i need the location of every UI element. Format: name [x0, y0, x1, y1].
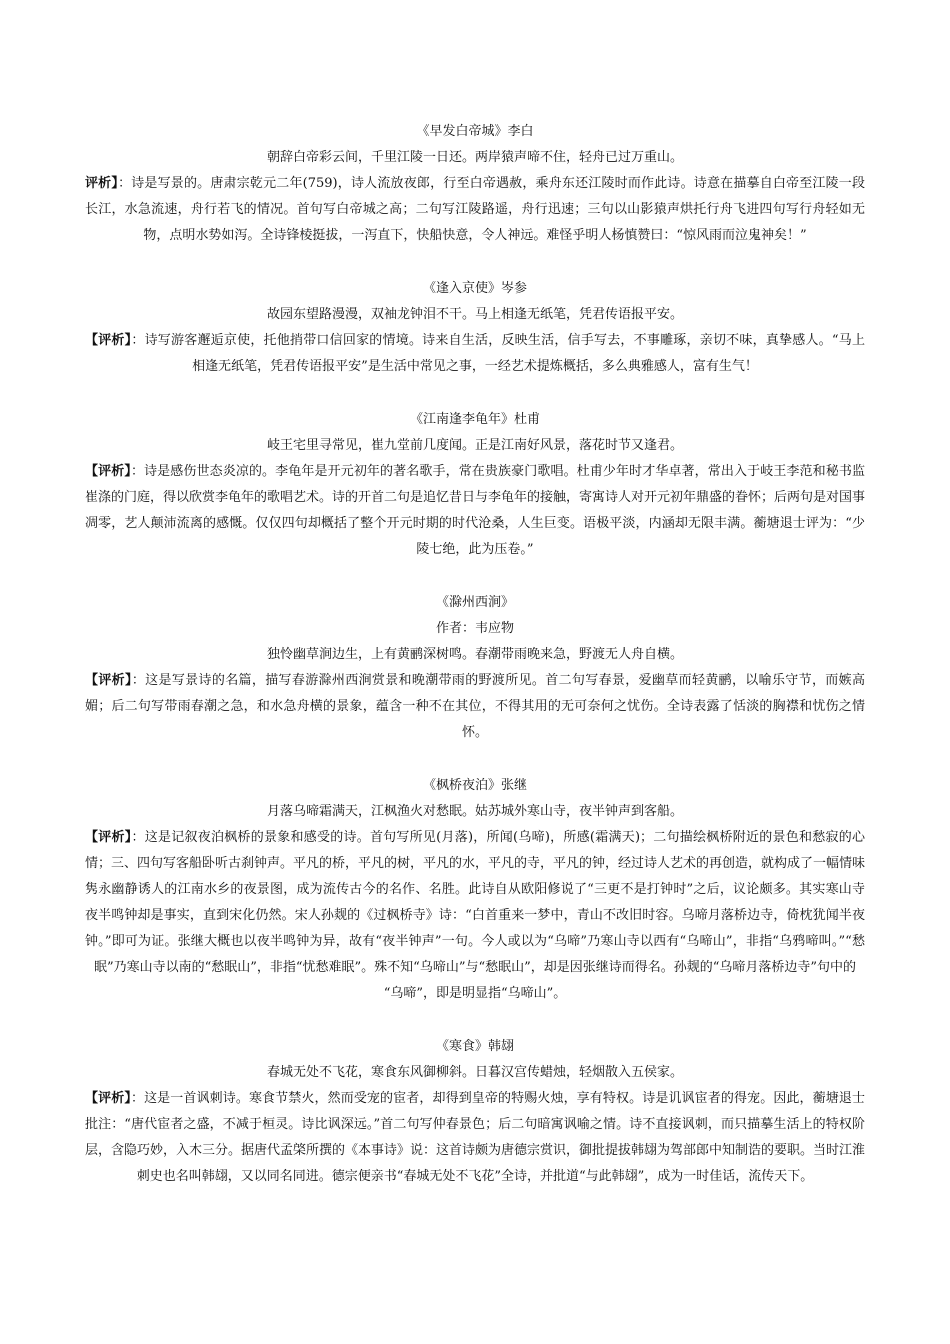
comment-label: 【评析】 — [85, 1091, 131, 1106]
poem-comment — [85, 668, 865, 746]
poem-title: 《江南逢李龟年》杜甫 — [409, 412, 540, 427]
poem-title: 《枫桥夜泊》张继 — [422, 778, 527, 793]
poem-verse: 朝辞白帝彩云间，千里江陵一日还。两岸猿声啼不住，轻舟已过万重山。 — [266, 150, 683, 165]
poem-comment — [85, 171, 865, 249]
poem-verse: 春城无处不飞花，寒食东风御柳斜。日暮汉宫传蜡烛，轻烟散入五侯家。 — [266, 1065, 683, 1080]
poem-comment — [85, 328, 865, 380]
document-page — [85, 119, 865, 1217]
poem-title: 《寒食》韩翃 — [435, 1039, 514, 1054]
comment-text: ：这是记叙夜泊枫桥的景象和感受的诗。首句写所见(月落)，所闻(乌啼)，所感(霜满天)；二句描绘枫桥附近的景色和愁寂的心情；三、四句写客船卧听古刹钟声。平凡的桥，平凡的树，平凡的水，平凡的寺，平凡的钟，经过诗人艺术的再创造，就构成了一幅情味隽永幽静诱人的江南水乡的夜景图，成为流传古今的名作、名胜。此诗自从欧阳修说了“三更不是打钟时”之后，议论颇多。其实寒山寺夜半鸣钟却是事实，直到宋化仍然。宋人孙觌的《过枫桥寺》诗：“白首重来一梦中，青山不改旧时容。乌啼月落桥边寺，倚枕犹闻半夜钟。”即可为证。张继大概也以夜半鸣钟为异，故有“夜半钟声”一句。今人或以为“乌啼”乃寒山寺以西有“乌啼山”，非指“乌鸦啼叫。”“愁眠”乃寒山寺以南的“愁眠山”，非指“忧愁难眠”。殊不知“乌啼山”与“愁眠山”，却是因张继诗而得名。孙觌的“乌啼月落桥边寺”句中的 — [85, 830, 866, 975]
comment-text: ：诗写游客邂逅京使，托他捎带口信回家的情境。诗来自生活，反映生活，信手写去，不事雕琢，亲切不味，真挚感人。“马上相逢无纸笔，凭君传语报平安”是生活中常见之事，一经艺术提炼概括，多么典雅感人，富有生气！ — [131, 333, 865, 374]
comment-label: 【评析】 — [85, 830, 132, 845]
poem-block — [85, 276, 865, 380]
poem-verse: 岐王宅里寻常见，崔九堂前几度闻。正是江南好风景，落花时节又逢君。 — [266, 438, 683, 453]
comment-label: 【评析】 — [85, 333, 132, 348]
poem-comment-end: “乌啼”，即是明显指“乌啼山”。 — [383, 986, 567, 1001]
poem-verse: 月落乌啼霜满天，江枫渔火对愁眠。姑苏城外寒山寺，夜半钟声到客船。 — [266, 804, 683, 819]
poem-block — [85, 407, 865, 563]
comment-text: ：诗是写景的。唐肃宗乾元二年(759)，诗人流放夜郎，行至白帝遇赦，乘舟东还江陵时而作此诗。诗意在描摹自白帝至江陵一段长江，水急流速，舟行若飞的情况。首句写白帝城之高；二句写江陵路遥，舟行迅速；三句以山影猿声烘托行舟飞进四句写行舟轻如无物，点明水势如泻。全诗锋棱挺拔，一泻直下，快船快意，令人神远。难怪乎明人杨慎赞曰：“惊风雨而泣鬼神矣！” — [85, 176, 865, 243]
poem-block — [85, 1034, 865, 1190]
poem-title: 《滁州西涧》 — [435, 595, 514, 610]
comment-text: ：这是写景诗的名篇，描写春游滁州西涧赏景和晚潮带雨的野渡所见。首二句写春景，爱幽草而轻黄鹂，以喻乐守节，而嫉高媚；后二句写带雨春潮之急，和水急舟横的景象，蕴含一种不在其位，不得其用的无可奈何之忧伤。全诗表露了恬淡的胸襟和忧伤之情怀。 — [85, 673, 865, 740]
poem-title: 《早发白帝城》李白 — [416, 124, 534, 139]
poem-comment — [85, 825, 865, 981]
poem-block — [85, 773, 865, 1007]
comment-label: 评析】 — [85, 176, 119, 191]
poem-verse: 故园东望路漫漫，双袖龙钟泪不干。马上相逢无纸笔，凭君传语报平安。 — [266, 307, 683, 322]
poem-title: 《逢入京使》岑参 — [422, 281, 527, 296]
comment-text: ：诗是感伤世态炎凉的。李龟年是开元初年的著名歌手，常在贵族豪门歌唱。杜甫少年时才华卓著，常出入于岐王李范和秘书监崔涤的门庭，得以欣赏李龟年的歌唱艺术。诗的开首二句是追忆昔日与李龟年的接触，寄寓诗人对开元初年鼎盛的眷怀；后两句是对国事凋零，艺人颠沛流离的感慨。仅仅四句却概括了整个开元时期的时代沧桑，人生巨变。语极平淡，内涵却无限丰满。蘅塘退士评为：“少陵七绝，此为压卷。” — [85, 464, 866, 557]
poem-verse: 独怜幽草涧边生，上有黄鹂深树鸣。春潮带雨晚来急，野渡无人舟自横。 — [266, 647, 683, 662]
comment-label: 【评析】 — [85, 673, 132, 688]
poem-author: 作者：韦应物 — [435, 621, 514, 636]
poem-comment — [85, 459, 865, 563]
poem-block — [85, 119, 865, 249]
comment-label: 【评析】 — [85, 464, 131, 479]
comment-text: ：这是一首讽刺诗。寒食节禁火，然而受宠的宦者，却得到皇帝的特赐火烛，享有特权。诗是讥讽宦者的得宠。因此，蘅塘退士批注：“唐代宦者之盛，不减于桓灵。诗比讽深远。”首二句写仲春景色；后二句暗寓讽喻之情。诗不直接讽刺，而只描摹生活上的特权阶层，含隐巧妙，入木三分。据唐代孟棨所撰的《本事诗》说：这首诗颇为唐德宗赏识，御批提拔韩翃为驾部郎中知制诰的要职。当时江淮刺史也名叫韩翃，又以同名同进。德宗便亲书“春城无处不飞花”全诗，并批道“与此韩翃”，成为一时佳话，流传天下。 — [85, 1091, 866, 1184]
poem-block — [85, 590, 865, 746]
poem-comment — [85, 1086, 865, 1190]
